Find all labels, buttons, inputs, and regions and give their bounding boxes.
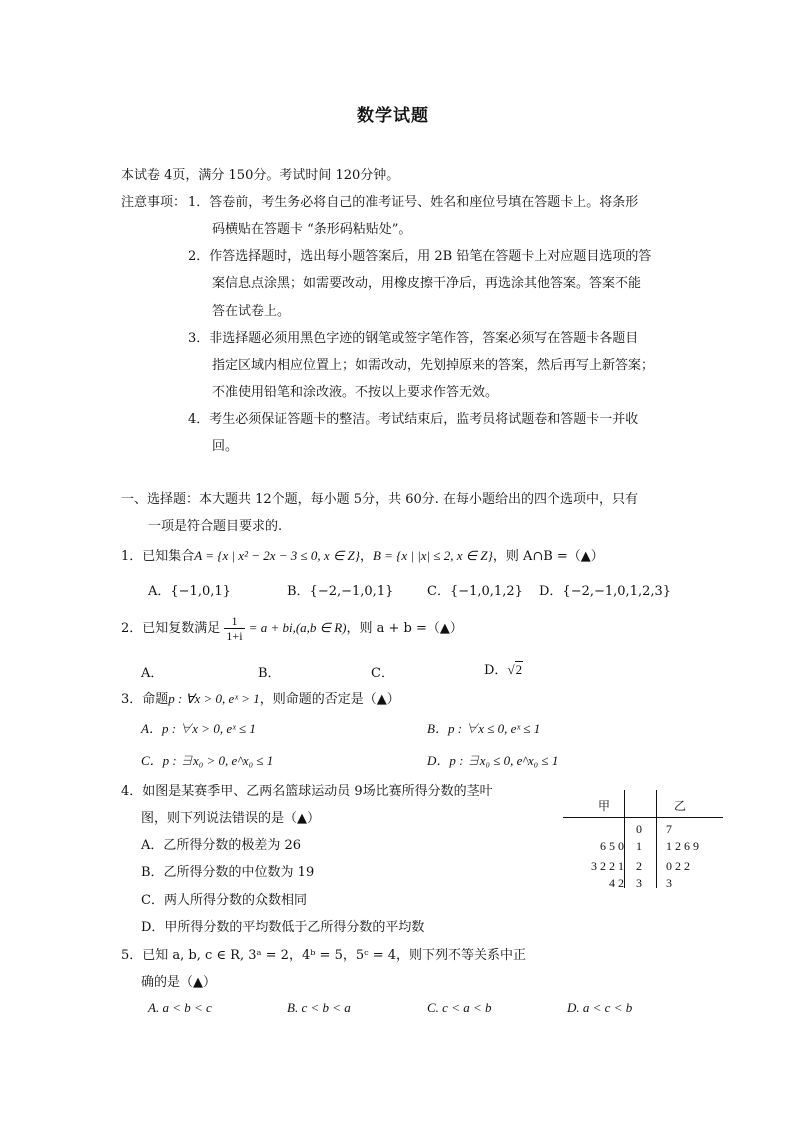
q1-option-d: D．{−2,−1,0,1,2,3} [539, 584, 672, 599]
stem-leaf-right-leaves: 1 2 6 9 [666, 839, 699, 853]
q2-option-b: B． [258, 666, 281, 681]
note-line: 码横贴在答题卡 “条形码粘贴处”。 [212, 222, 412, 237]
q1-option-a: A．{−1,0,1} [148, 584, 231, 599]
q2-fraction [224, 614, 244, 643]
q1-prefix: 1．已知集合 [121, 549, 195, 564]
question-4: 4．如图是某赛季甲、乙两名篮球运动员 9场比赛所得分数的茎叶 [121, 784, 493, 799]
stem-leaf-right-rule [656, 790, 657, 888]
q3-ask: ，则命题的否定是（▲） [259, 692, 400, 707]
q4-option-a: A．乙所得分数的极差为 26 [141, 838, 302, 853]
q2-sqrt-value: 2 [515, 662, 523, 677]
stem-leaf-header-rule [563, 817, 723, 818]
stem-leaf-right-leaves: 0 2 2 [666, 859, 690, 873]
stem-leaf-left-leaves: 3 2 2 1 [591, 859, 624, 873]
question-4-cont: 图，则下列说法错误的是（▲） [141, 811, 320, 826]
q1-option-c: C．{−1,0,1,2} [427, 584, 523, 599]
stem-leaf-left-header: 甲 [598, 799, 611, 813]
q2-option-d [484, 659, 523, 678]
q2-sqrt: √2 [507, 662, 523, 677]
stem-leaf-right-leaves: 3 [666, 876, 672, 890]
stem-leaf-stem: 3 [636, 876, 642, 890]
q2-denominator: 1+i [226, 629, 243, 643]
note-line: 3．非选择题必须用黑色字迹的钢笔或签字笔作答，答案必须写在答题卡各题目 [188, 331, 639, 346]
q3-option-b: B．p : ∀x ≤ 0, eˣ ≤ 1 [427, 721, 541, 736]
q5-option-d: D. a < c < b [567, 1000, 633, 1015]
stem-leaf-left-leaves: 6 5 0 [600, 839, 624, 853]
section-heading-cont: 一项是符合题目要求的. [148, 519, 283, 534]
note-line: 指定区域内相应位置上；如需改动，先划掉原来的答案，然后再写上新答案； [212, 358, 655, 373]
q3-option-a: A．p : ∀x > 0, eˣ ≤ 1 [141, 721, 256, 736]
note-line: 回。 [212, 439, 239, 454]
stem-leaf-stem: 0 [636, 822, 642, 836]
q3-option-d: D．p : ∃x₀ ≤ 0, e^x₀ ≤ 1 [427, 753, 559, 768]
q2-option-c: C． [371, 666, 394, 681]
question-2 [121, 612, 463, 645]
notes-label: 注意事项： [121, 195, 187, 210]
q4-option-b: B．乙所得分数的中位数为 19 [141, 865, 315, 880]
stem-leaf-left-leaves: 4 2 [609, 876, 624, 890]
note-line: 答在试卷上。 [212, 304, 291, 319]
q2-option-a: A． [141, 666, 164, 681]
q4-option-d: D．甲所得分数的平均数低于乙所得分数的平均数 [141, 920, 425, 935]
note-line: 不准使用铅笔和涂改液。不按以上要求作答无效。 [212, 385, 499, 400]
q5-option-a: A. a < b < c [148, 1000, 212, 1015]
q5-option-c: C. c < a < b [427, 1000, 492, 1015]
question-5: 5．已知 a, b, c ∈ R, 3ᵃ = 2，4ᵇ = 5，5ᶜ = 4，则下列不等关系中正 [121, 948, 527, 963]
stem-leaf-right-header: 乙 [674, 799, 687, 813]
exam-intro: 本试卷 4页，满分 150分。考试时间 120分钟。 [121, 168, 400, 183]
question-1: 1．已知集合A = {x | x² − 2x − 3 ≤ 0, x ∈ Z}，B = {x | |x| ≤ 2, x ∈ Z}，则 A∩B =（▲） [121, 548, 604, 564]
q1-ask: ，则 A∩B =（▲） [492, 549, 604, 564]
question-5-cont: 确的是（▲） [141, 975, 216, 990]
q3-prefix: 3．命题 [121, 692, 169, 707]
note-line: 案信息点涂黑；如需要改动，用橡皮擦干净后，再选涂其他答案。答案不能 [212, 276, 642, 291]
stem-leaf-stem: 1 [636, 839, 642, 853]
q1-set-b: B = {x | |x| ≤ 2, x ∈ Z} [372, 548, 493, 563]
q2-expr: = a + bi,(a,b ∈ R) [248, 620, 347, 635]
note-line: 2．作答选择题时，选出每小题答案后，用 2B 铅笔在答题卡上对应题目选项的答 [188, 249, 652, 264]
q2-numerator: 1 [224, 614, 244, 629]
stem-leaf-right-leaves: 7 [666, 822, 672, 836]
stem-leaf-stem: 2 [636, 859, 642, 873]
stem-leaf-left-rule [624, 790, 625, 888]
q1-option-b: B．{−2,−1,0,1} [287, 584, 394, 599]
page-title: 数学试题 [357, 106, 429, 126]
note-line: 1．答卷前，考生务必将自己的准考证号、姓名和座位号填在答题卡上。将条形 [188, 195, 639, 210]
q2-prefix: 2．已知复数满足 [121, 621, 221, 636]
q3-option-c: C．p : ∃x₀ > 0, e^x₀ ≤ 1 [141, 753, 274, 768]
q4-option-c: C．两人所得分数的众数相同 [141, 893, 307, 908]
q1-set-a: A = {x | x² − 2x − 3 ≤ 0, x ∈ Z} [194, 548, 360, 563]
q2-ask: ，则 a + b =（▲） [346, 621, 463, 636]
q3-proposition: p : ∀x > 0, eˣ > 1 [168, 691, 260, 706]
q5-option-b: B. c < b < a [287, 1000, 351, 1015]
note-line: 4．考生必须保证答题卡的整洁。考试结束后，监考员将试题卷和答题卡一并收 [188, 412, 639, 427]
q2-option-d-label: D． [484, 663, 508, 678]
question-3 [121, 688, 400, 707]
section-heading: 一、选择题：本大题共 12个题，每小题 5分，共 60分. 在每小题给出的四个选项中，只有 [121, 492, 639, 507]
